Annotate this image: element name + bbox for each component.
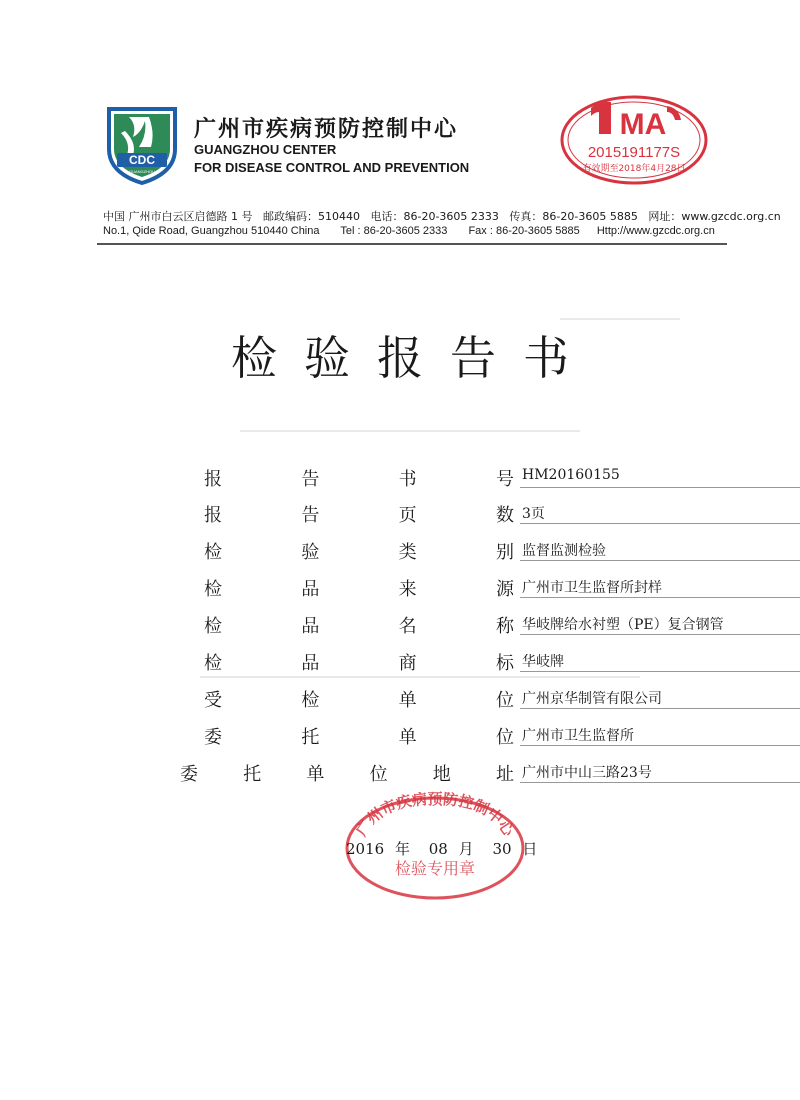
cma-mark: MA <box>619 108 667 141</box>
tel-cn: 电话：86-20-3605 2333 <box>370 210 499 223</box>
seal-center-text: 检验专用章 <box>394 859 476 878</box>
website-cn: 网址：www.gzcdc.org.cn <box>648 210 781 223</box>
date-month: 08 <box>428 840 448 858</box>
org-name-en-line2: FOR DISEASE CONTROL AND PREVENTION <box>194 160 470 175</box>
title-char: 报 <box>377 331 450 385</box>
scan-noise <box>560 318 680 320</box>
title-char: 书 <box>523 331 596 385</box>
field-underline <box>520 487 800 488</box>
field-value: HM20160155 <box>522 467 620 483</box>
field-underline <box>520 708 800 709</box>
field-report-number <box>180 463 700 493</box>
field-value: 广州市卫生监督所 <box>522 728 634 744</box>
website-en: Http://www.gzcdc.org.cn <box>596 225 715 237</box>
org-name-cn: 广州市疾病预防控制中心 <box>194 117 459 142</box>
cdc-logo-icon <box>103 103 181 185</box>
cma-stamp <box>559 94 709 186</box>
header-divider <box>97 243 727 245</box>
title-char: 告 <box>450 331 523 385</box>
field-page-count <box>180 499 700 529</box>
title-char: 检 <box>231 331 304 385</box>
field-label: 报 告 书 号 <box>204 469 514 490</box>
fax-cn: 传真：86-20-3605 5885 <box>509 210 638 223</box>
field-commissioning-address <box>180 758 700 788</box>
org-name-en-line1: GUANGZHOU CENTER <box>194 142 337 157</box>
scan-noise <box>240 430 580 432</box>
address-cn: 中国 广州市白云区启德路 1 号 <box>103 210 253 223</box>
field-value: 监督监测检验 <box>522 543 606 559</box>
address-line-en <box>103 225 722 237</box>
cma-number: 2015191177S <box>587 144 681 161</box>
cma-validity: 有效期至2018年4月28日 <box>582 164 686 174</box>
report-date <box>346 838 537 859</box>
address-en: No.1, Qide Road, Guangzhou 510440 China <box>103 225 320 237</box>
field-value: 广州市中山三路23号 <box>522 765 652 781</box>
date-year: 2016 <box>346 840 385 858</box>
field-sample-source <box>180 573 700 603</box>
field-inspected-unit <box>180 684 700 714</box>
field-label: 委 托 单 位 <box>204 727 514 748</box>
field-underline <box>520 523 800 524</box>
field-underline <box>520 671 800 672</box>
logo-text: CDC <box>129 153 155 167</box>
field-trademark <box>180 647 700 677</box>
field-commissioning-unit <box>180 721 700 751</box>
field-underline <box>520 560 800 561</box>
seal-ring-text: 广州市疾病预防控制中心 <box>352 790 518 840</box>
date-month-unit: 月 <box>458 840 474 858</box>
address-line-cn <box>103 208 788 224</box>
field-underline <box>520 782 800 783</box>
tel-en: Tel : 86-20-3605 2333 <box>340 225 448 237</box>
field-label: 检 品 名 称 <box>204 616 514 637</box>
field-value: 华岐牌 <box>522 654 564 670</box>
field-value: 华岐牌给水衬塑（PE）复合钢管 <box>522 617 724 633</box>
field-label: 检 验 类 别 <box>204 542 514 563</box>
field-value: 3页 <box>522 506 545 522</box>
document-title <box>0 322 800 388</box>
field-label: 委 托 单 位 地 址 <box>180 764 514 785</box>
field-inspection-type <box>180 536 700 566</box>
field-underline <box>520 597 800 598</box>
fax-en: Fax : 86-20-3605 5885 <box>468 225 580 237</box>
field-underline <box>520 745 800 746</box>
field-label: 检 品 来 源 <box>204 579 514 600</box>
logo-subtext: GUANGZHOU <box>129 169 155 174</box>
field-label: 报 告 页 数 <box>204 505 514 526</box>
field-underline <box>520 634 800 635</box>
field-value: 广州市卫生监督所封样 <box>522 580 662 596</box>
field-label: 受 检 单 位 <box>204 690 514 711</box>
date-day-unit: 日 <box>522 840 538 858</box>
field-value: 广州京华制管有限公司 <box>522 691 662 707</box>
field-label: 检 品 商 标 <box>204 653 514 674</box>
postcode-cn: 邮政编码：510440 <box>263 210 360 223</box>
date-year-unit: 年 <box>394 840 410 858</box>
date-day: 30 <box>492 840 512 858</box>
field-sample-name <box>180 610 724 640</box>
title-char: 验 <box>304 331 377 385</box>
